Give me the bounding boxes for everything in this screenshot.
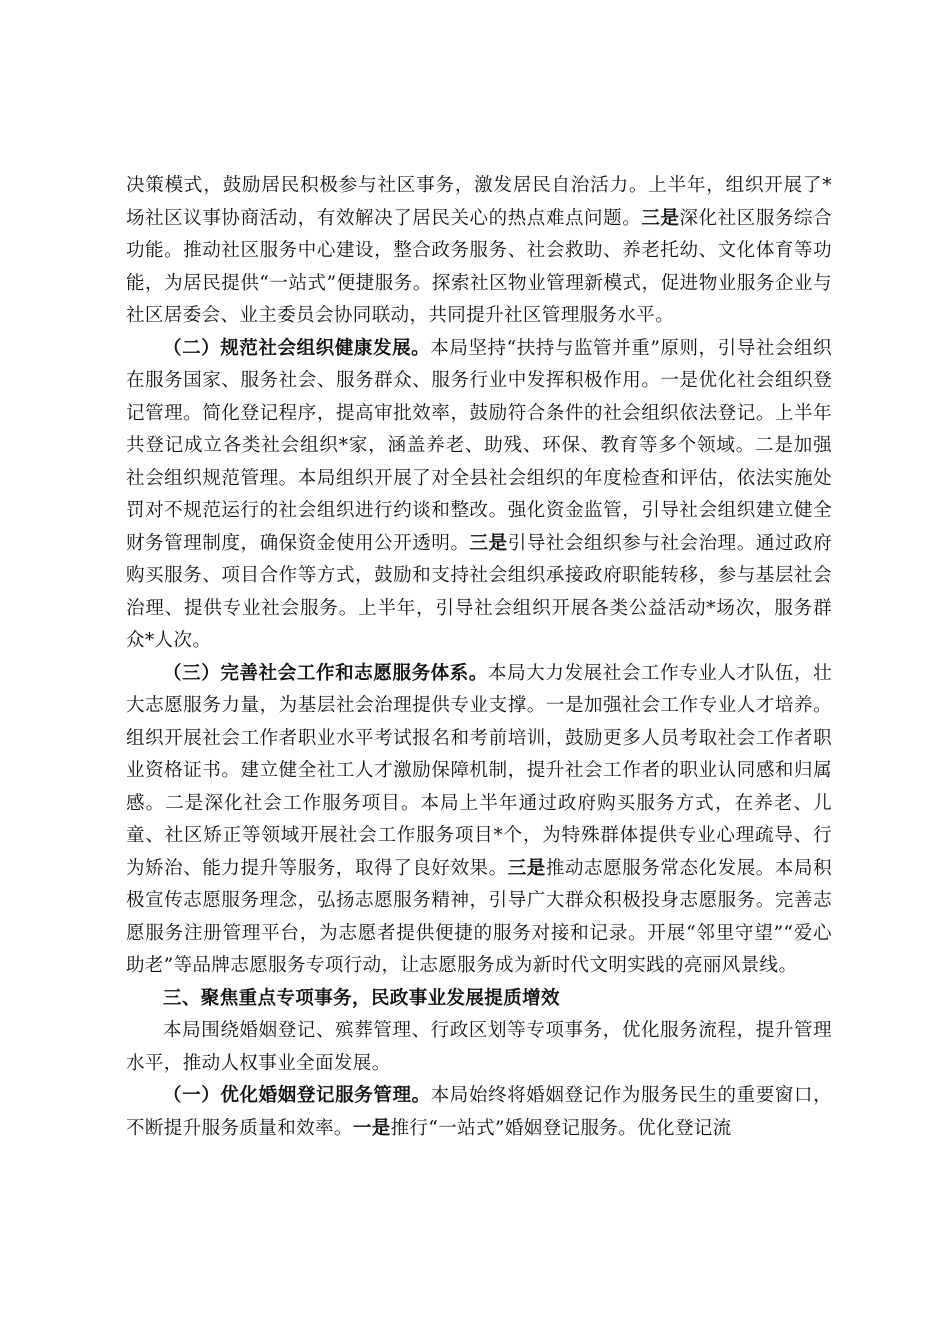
text-segment: 本局始终将婚姻登记作为服务民生的重要窗口，不断提升服务质量和效率。 bbox=[126, 1085, 832, 1139]
text-segment: 本局大力发展社会工作专业人才队伍，壮大志愿服务力量，为基层社会治理提供专业支撑。一是加强社会工作专业人才培养。组织开展社会工作者职业水平考试报名和考前培训，鼓励更多人员考取社会工作者职业资格证书。建立健全社工人才激励保障机制，提升社会工作者的职业认同感和归属感。二是深化社会工作服务项目。本局上半年通过政府购买服务方式，在养老、儿童、社区矫正等领域开展社会工作服务项目*个，为特殊群体提供专业心理疏导、行为矫治、能力提升等服务，取得了良好效果。 bbox=[126, 662, 832, 879]
section-heading bbox=[126, 983, 832, 1016]
text-segment: 推行“一站式”婚姻登记服务。优化登记流 bbox=[390, 1117, 732, 1139]
paragraph-social-organizations bbox=[126, 333, 832, 658]
section-heading-inline: （三）完善社会工作和志愿服务体系。 bbox=[163, 662, 489, 684]
paragraph-marriage-registration bbox=[126, 1080, 832, 1145]
text-segment: 本局围绕婚姻登记、殡葬管理、行政区划等专项事务，优化服务流程，提升管理水平，推动人权事业全面发展。 bbox=[126, 1020, 832, 1074]
emphasis-segment: 三是 bbox=[641, 207, 680, 229]
emphasis-segment: 一是 bbox=[352, 1117, 391, 1139]
emphasis-segment: 三是 bbox=[507, 857, 546, 879]
paragraph-social-work-volunteer bbox=[126, 658, 832, 983]
paragraph-section-intro bbox=[126, 1015, 832, 1080]
emphasis-segment: 三是 bbox=[469, 532, 508, 554]
paragraph-community-service bbox=[126, 170, 832, 333]
section-heading-text: 三、聚焦重点专项事务，民政事业发展提质增效 bbox=[163, 987, 560, 1009]
text-segment: 深化社区服务综合功能。推动社区服务中心建设，整合政务服务、社会救助、养老托幼、文化体育等功能，为居民提供“一站式”便捷服务。探索社区物业管理新模式，促进物业服务企业与社区居委会、业主委员会协同联动，共同提升社区管理服务水平。 bbox=[126, 207, 832, 326]
section-heading-inline: （二）规范社会组织健康发展。 bbox=[163, 337, 431, 359]
text-segment: 引导社会组织参与社会治理。通过政府购买服务、项目合作等方式，鼓励和支持社会组织承接政府职能转移，参与基层社会治理、提供专业社会服务。上半年，引导社会组织开展各类公益活动*场次，服务群众*人次。 bbox=[126, 532, 832, 651]
text-segment: 决策模式，鼓励居民积极参与社区事务，激发居民自治活力。上半年，组织开展了*场社区议事协商活动，有效解决了居民关心的热点难点问题。 bbox=[126, 175, 832, 229]
text-segment: 推动志愿服务常态化发展。本局积极宣传志愿服务理念，弘扬志愿服务精神，引导广大群众积极投身志愿服务。完善志愿服务注册管理平台，为志愿者提供便捷的服务对接和记录。开展“邻里守望”“爱心助老”等品牌志愿服务专项行动，让志愿服务成为新时代文明实践的亮丽风景线。 bbox=[126, 857, 832, 976]
document-body bbox=[126, 170, 832, 1145]
section-heading-inline: （一）优化婚姻登记服务管理。 bbox=[163, 1085, 431, 1106]
text-segment: 本局坚持“扶持与监管并重”原则，引导社会组织在服务国家、服务社会、服务群众、服务行业中发挥积极作用。一是优化社会组织登记管理。简化登记程序，提高审批效率，鼓励符合条件的社会组织依法登记。上半年共登记成立各类社会组织*家，涵盖养老、助残、环保、教育等多个领域。二是加强社会组织规范管理。本局组织开展了对全县社会组织的年度检查和评估，依法实施处罚对不规范运行的社会组织进行约谈和整改。强化资金监管，引导社会组织建立健全财务管理制度，确保资金使用公开透明。 bbox=[126, 337, 833, 554]
